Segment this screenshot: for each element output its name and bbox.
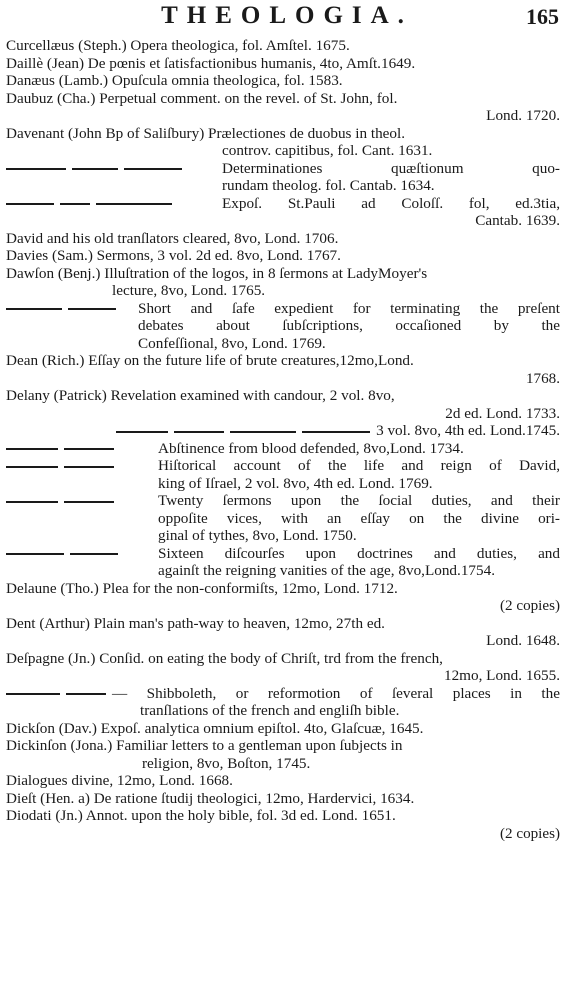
entry-line xyxy=(0,230,574,248)
entry-text: (2 copies) xyxy=(499,824,560,842)
entry-line xyxy=(0,195,574,213)
entry-line xyxy=(0,405,574,423)
ditto-dash xyxy=(116,431,168,433)
ditto-dash xyxy=(6,168,66,170)
entry-text: controv. capitibus, fol. Cant. 1631. xyxy=(222,142,433,159)
entry-line xyxy=(0,702,574,720)
page-header xyxy=(0,0,574,36)
entry-line xyxy=(0,177,574,195)
entry-line xyxy=(0,510,574,528)
ditto-dash xyxy=(66,693,106,695)
entry-line xyxy=(0,212,574,230)
entry-line xyxy=(0,387,574,405)
entry-text: oppoſite vices, with an eſſay on the divine ori- xyxy=(158,509,560,527)
entry-text: Short and ſafe expedient for terminating the preſent xyxy=(138,299,560,317)
entry-line xyxy=(0,667,574,685)
ditto-dash xyxy=(6,448,58,450)
entry-text: Dickinſon (Jona.) Familiar letters to a gentleman upon ſubjects in xyxy=(6,737,403,754)
entry-line xyxy=(0,562,574,580)
entry-line xyxy=(0,247,574,265)
ditto-dash xyxy=(124,168,182,170)
entry-text: religion, 8vo, Boſton, 1745. xyxy=(142,754,311,772)
ditto-dash xyxy=(6,308,62,310)
entry-text: Twenty ſermons upon the ſocial duties, and their xyxy=(158,492,560,509)
entry-text: Delany (Patrick) Revelation examined with candour, 2 vol. 8vo, xyxy=(6,387,395,404)
entry-text: Davies (Sam.) Sermons, 3 vol. 2d ed. 8vo, Lond. 1767. xyxy=(6,247,341,264)
entry-text: Lond. 1648. xyxy=(486,632,560,649)
entry-text: lecture, 8vo, Lond. 1765. xyxy=(112,282,266,299)
entry-text: Dieſt (Hen. a) De ratione ſtudij theologici, 12mo, Hardervici, 1634. xyxy=(6,789,415,807)
entry-text: Danæus (Lamb.) Opuſcula omnia theologica, fol. 1583. xyxy=(6,72,343,89)
entry-text: Expoſ. St.Pauli ad Coloſſ. fol, ed.3tia, xyxy=(222,194,560,212)
entry-text: Diodati (Jn.) Annot. upon the holy bible, fol. 3d ed. Lond. 1651. xyxy=(6,807,396,824)
entry-line xyxy=(0,72,574,90)
entry-text: rundam theolog. fol. Cantab. 1634. xyxy=(222,177,435,194)
entry-line xyxy=(0,772,574,790)
entry-line xyxy=(0,825,574,843)
entry-text: Abſtinence from blood defended, 8vo,Lond. 1734. xyxy=(158,439,464,457)
entry-text: Curcellæus (Steph.) Opera theologica, fol. Amſtel. 1675. xyxy=(6,37,350,54)
page-number: 165 xyxy=(526,4,559,29)
ditto-dash xyxy=(6,501,58,503)
entry-text: 2d ed. Lond. 1733. xyxy=(445,404,560,422)
entry-line xyxy=(0,475,574,493)
entry-text: Dawſon (Benj.) Illuſtration of the logos, in 8 ſermons at LadyMoyer's xyxy=(6,264,428,282)
entry-line xyxy=(0,160,574,178)
entry-line xyxy=(0,580,574,598)
entry-text: Sixteen diſcourſes upon doctrines and duties, and xyxy=(158,544,560,562)
entry-line xyxy=(0,545,574,563)
entry-line xyxy=(0,440,574,458)
entry-text: Determinationes quæſtionum quo- xyxy=(222,159,560,177)
entry-line xyxy=(0,37,574,55)
entry-text: Dean (Rich.) Eſſay on the future life of brute creatures,12mo,Lond. xyxy=(6,352,414,369)
entry-text: Cantab. 1639. xyxy=(475,212,560,229)
entry-line xyxy=(0,492,574,510)
ditto-dash xyxy=(72,168,118,170)
entry-line xyxy=(0,142,574,160)
ditto-dash xyxy=(6,553,64,555)
entry-text: Dickſon (Dav.) Expoſ. analytica omnium epiſtol. 4to, Glaſcuæ, 1645. xyxy=(6,719,424,737)
entry-text: againſt the reigning vanities of the age, 8vo,Lond.1754. xyxy=(158,562,495,579)
ditto-dash xyxy=(68,308,116,310)
entry-text: 3 vol. 8vo, 4th ed. Lond.1745. xyxy=(376,422,560,439)
ditto-dash xyxy=(70,553,118,555)
entry-text: Dent (Arthur) Plain man's path-way to heaven, 12mo, 27th ed. xyxy=(6,614,385,632)
entry-line xyxy=(0,807,574,825)
ditto-dash xyxy=(6,466,58,468)
entry-line xyxy=(0,335,574,353)
entry-text: Deſpagne (Jn.) Conſid. on eating the body of Chriſt, trd from the french, xyxy=(6,649,443,667)
ditto-dash xyxy=(174,431,224,433)
ditto-dash xyxy=(302,431,370,433)
entry-text: debates about ſubſcriptions, occaſioned by the xyxy=(138,317,560,334)
entry-text: king of Iſrael, 2 vol. 8vo, 4th ed. Lond. 1769. xyxy=(158,474,433,492)
entry-line xyxy=(0,632,574,650)
entry-line xyxy=(0,790,574,808)
entry-line xyxy=(0,125,574,143)
ditto-dash xyxy=(6,203,54,205)
entry-line xyxy=(0,650,574,668)
entry-text: David and his old tranſlators cleared, 8vo, Lond. 1706. xyxy=(6,229,339,247)
entry-line xyxy=(0,737,574,755)
page-title: THEOLOGIA. xyxy=(161,2,413,29)
catalogue-entries xyxy=(0,37,574,842)
entry-text: ginal of tythes, 8vo, Lond. 1750. xyxy=(158,527,357,544)
entry-line xyxy=(0,352,574,370)
entry-text: Lond. 1720. xyxy=(486,107,560,124)
entry-text: Daillè (Jean) De pœnis et ſatisfactionibus humanis, 4to, Amſt.1649. xyxy=(6,54,416,72)
entry-line xyxy=(0,317,574,335)
entry-line xyxy=(0,107,574,125)
ditto-dash xyxy=(6,693,60,695)
entry-text: Confeſſional, 8vo, Lond. 1769. xyxy=(138,334,326,352)
ditto-dash xyxy=(64,501,114,503)
entry-line xyxy=(0,457,574,475)
entry-text: 12mo, Lond. 1655. xyxy=(443,667,560,684)
entry-text: Davenant (John Bp of Saliſbury) Prælectiones de duobus in theol. xyxy=(6,124,406,142)
entry-text: — Shibboleth, or reformotion of ſeveral places in the xyxy=(112,684,560,702)
entry-line xyxy=(0,685,574,703)
entry-text: tranſlations of the french and engliſh bible. xyxy=(140,702,400,719)
entry-line xyxy=(0,282,574,300)
entry-line xyxy=(0,615,574,633)
entry-line xyxy=(0,55,574,73)
entry-text: Daubuz (Cha.) Perpetual comment. on the revel. of St. John, fol. xyxy=(6,89,398,107)
entry-line xyxy=(0,370,574,388)
entry-line xyxy=(0,265,574,283)
ditto-dash xyxy=(64,448,114,450)
entry-line xyxy=(0,422,574,440)
entry-text: Dialogues divine, 12mo, Lond. 1668. xyxy=(6,772,233,789)
entry-line xyxy=(0,597,574,615)
entry-text: Hiſtorical account of the life and reign of David, xyxy=(158,457,560,474)
entry-line xyxy=(0,90,574,108)
entry-line xyxy=(0,755,574,773)
entry-line xyxy=(0,527,574,545)
entry-text: 1768. xyxy=(525,369,560,387)
entry-line xyxy=(0,300,574,318)
ditto-dash xyxy=(230,431,296,433)
entry-text: (2 copies) xyxy=(499,597,560,614)
entry-text: Delaune (Tho.) Plea for the non-conformiſts, 12mo, Lond. 1712. xyxy=(6,579,398,597)
ditto-dash xyxy=(60,203,90,205)
ditto-dash xyxy=(96,203,172,205)
ditto-dash xyxy=(64,466,114,468)
entry-line xyxy=(0,720,574,738)
